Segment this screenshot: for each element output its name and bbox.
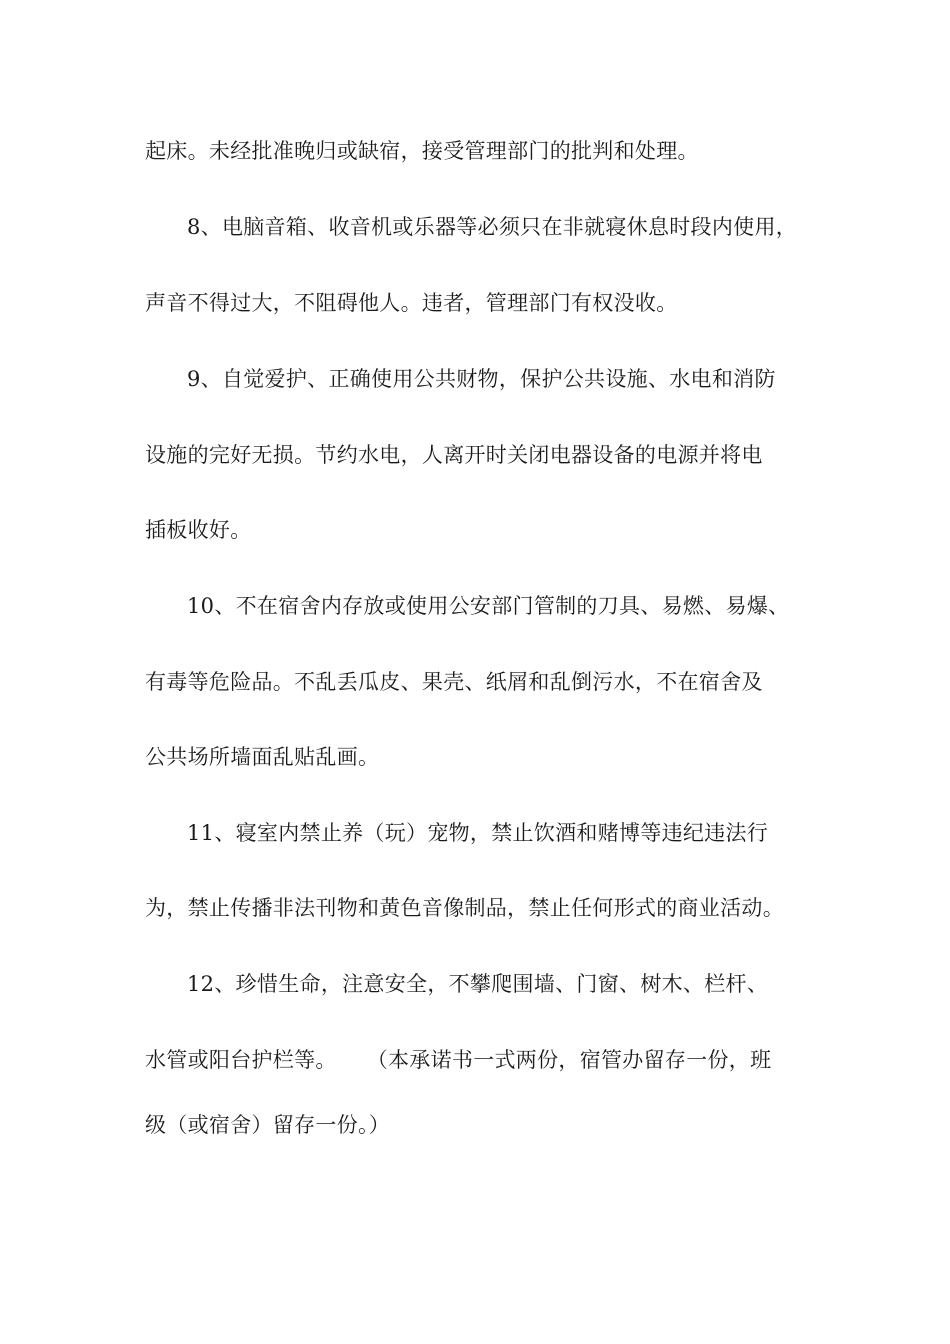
rule-10-line: 10、不在宿舍内存放或使用公安部门管制的刀具、易燃、易爆、 xyxy=(187,594,790,618)
rule-11-line: 11、寝室内禁止养（玩）宠物，禁止饮酒和赌博等违纪违法行 xyxy=(187,821,769,845)
rule-9-line: 9、自觉爱护、正确使用公共财物，保护公共设施、水电和消防 xyxy=(187,367,776,391)
rule-12-line: 12、珍惜生命，注意安全，不攀爬围墙、门窗、树木、栏杆、 xyxy=(187,972,769,996)
text-line: 起床。未经批准晚归或缺宿，接受管理部门的批判和处理。 xyxy=(145,139,699,163)
text-line: 为，禁止传播非法刊物和黄色音像制品，禁止任何形式的商业活动。 xyxy=(145,896,784,920)
text-line: 有毒等危险品。不乱丢瓜皮、果壳、纸屑和乱倒污水，不在宿舍及 xyxy=(145,670,763,694)
text-segment: 水管或阳台护栏等。 xyxy=(145,1048,337,1072)
rule-8-line: 8、电脑音箱、收音机或乐器等必须只在非就寝休息时段内使用， xyxy=(187,215,798,239)
text-line: 插板收好。 xyxy=(145,518,252,542)
text-line: 公共场所墙面乱贴乱画。 xyxy=(145,745,380,769)
note-segment: （本承诺书一式两份，宿管办留存一份，班 xyxy=(366,1048,772,1072)
text-line: 级（或宿舍）留存一份。） xyxy=(145,1113,391,1137)
text-line: 设施的完好无损。节约水电，人离开时关闭电器设备的电源并将电 xyxy=(145,443,763,467)
text-line xyxy=(145,1045,771,1075)
text-line: 声音不得过大，不阻碍他人。违者，管理部门有权没收。 xyxy=(145,291,678,315)
